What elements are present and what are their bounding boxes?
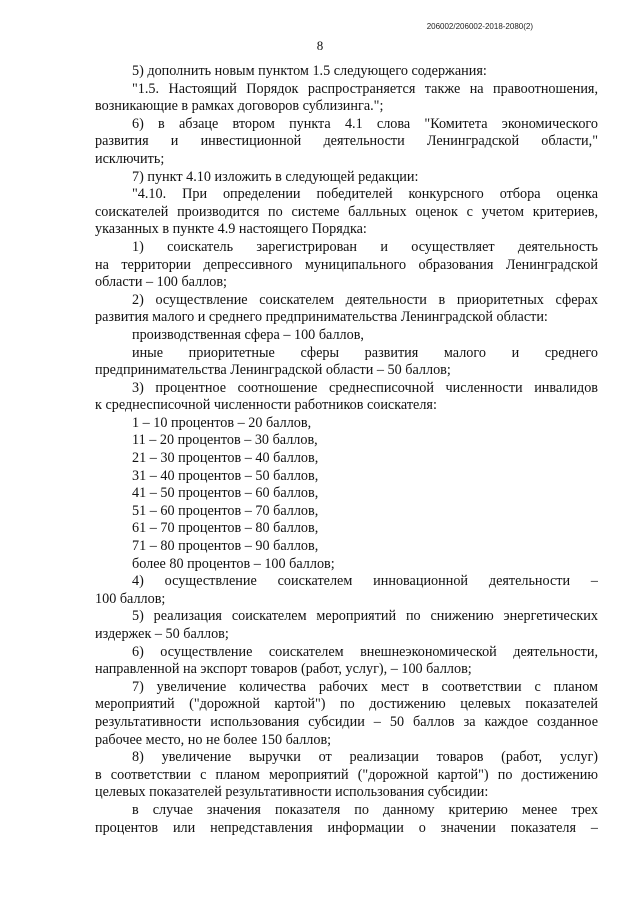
text-line: 7) пункт 4.10 изложить в следующей редакции: (132, 168, 419, 185)
text-line: 1) соискатель зарегистрирован и осуществляет деятельность (132, 238, 598, 255)
text-line: области – 100 баллов; (95, 274, 227, 291)
text-line: 11 – 20 процентов – 30 баллов, (132, 432, 318, 449)
text-line: 4) осуществление соискателем инновационной деятельности – (132, 573, 598, 590)
text-line: 7) увеличение количества рабочих мест в соответствии с планом (132, 678, 598, 695)
text-line: целевых показателей результативности использования субсидии: (95, 784, 489, 801)
text-line: процентов или непредставления информации о значении показателя – (95, 819, 598, 836)
text-line: иные приоритетные сферы развития малого и среднего (132, 344, 598, 361)
text-line: 61 – 70 процентов – 80 баллов, (132, 520, 319, 537)
text-line: 21 – 30 процентов – 40 баллов, (132, 450, 319, 467)
text-line: предпринимательства Ленинградской области – 50 баллов; (95, 362, 451, 379)
document-number: 206002/206002-2018-2080(2) (426, 22, 533, 31)
text-line: 8) увеличение выручки от реализации товаров (работ, услуг) (132, 749, 598, 766)
text-line: 5) дополнить новым пунктом 1.5 следующего содержания: (132, 63, 487, 79)
text-line: 6) в абзаце втором пункта 4.1 слова "Комитета экономического (132, 115, 598, 132)
text-line: исключить; (95, 150, 165, 167)
text-line: 31 – 40 процентов – 50 баллов, (132, 467, 319, 484)
text-line: производственная сфера – 100 баллов, (132, 326, 364, 343)
text-line: 71 – 80 процентов – 90 баллов, (132, 538, 319, 555)
text-line: на территории депрессивного муниципального образования Ленинградской (95, 256, 598, 273)
text-line: 1 – 10 процентов – 20 баллов, (132, 414, 312, 431)
text-line: в случае значения показателя по данному критерию менее трех (132, 801, 598, 818)
text-line: 5) реализация соискателем мероприятий по снижению энергетических (132, 608, 598, 625)
text-line: возникающие в рамках договоров сублизинга."; (95, 98, 384, 115)
text-line: 51 – 60 процентов – 70 баллов, (132, 502, 319, 519)
text-line: направленной на экспорт товаров (работ, услуг), – 100 баллов; (95, 661, 472, 678)
text-line: 3) процентное соотношение среднесписочной численности инвалидов (132, 379, 598, 396)
text-line: 41 – 50 процентов – 60 баллов, (132, 485, 319, 502)
text-line: мероприятий ("дорожной картой") по достижению целевых показателей (95, 696, 598, 713)
page-number: 8 (316, 38, 324, 53)
text-line: более 80 процентов – 100 баллов; (132, 555, 335, 572)
text-line: указанных в пункте 4.9 настоящего Порядка: (95, 221, 367, 238)
text-line: соискателей производится по системе балльных оценок с учетом критериев, (95, 203, 598, 220)
text-line: 2) осуществление соискателем деятельности в приоритетных сферах (132, 291, 598, 308)
text-line: в соответствии с планом мероприятий ("дорожной картой") по достижению (95, 766, 598, 783)
text-line: "1.5. Настоящий Порядок распространяется также на правоотношения, (132, 80, 598, 97)
text-line: развития и инвестиционной деятельности Ленинградской области," (95, 133, 598, 150)
text-line: "4.10. При определении победителей конкурсного отбора оценка (132, 186, 598, 203)
text-line: к среднесписочной численности работников соискателя: (95, 397, 437, 414)
text-line: 6) осуществление соискателем внешнеэкономической деятельности, (132, 643, 598, 660)
document-body (95, 63, 598, 837)
text-line: развития малого и среднего предпринимательства Ленинградской области: (95, 309, 548, 326)
text-line: результативности использования субсидии – 50 баллов за каждое созданное (95, 713, 598, 730)
text-line: издержек – 50 баллов; (95, 626, 229, 642)
text-line: рабочее место, но не более 150 баллов; (95, 731, 332, 748)
text-line: 100 баллов; (95, 590, 166, 607)
